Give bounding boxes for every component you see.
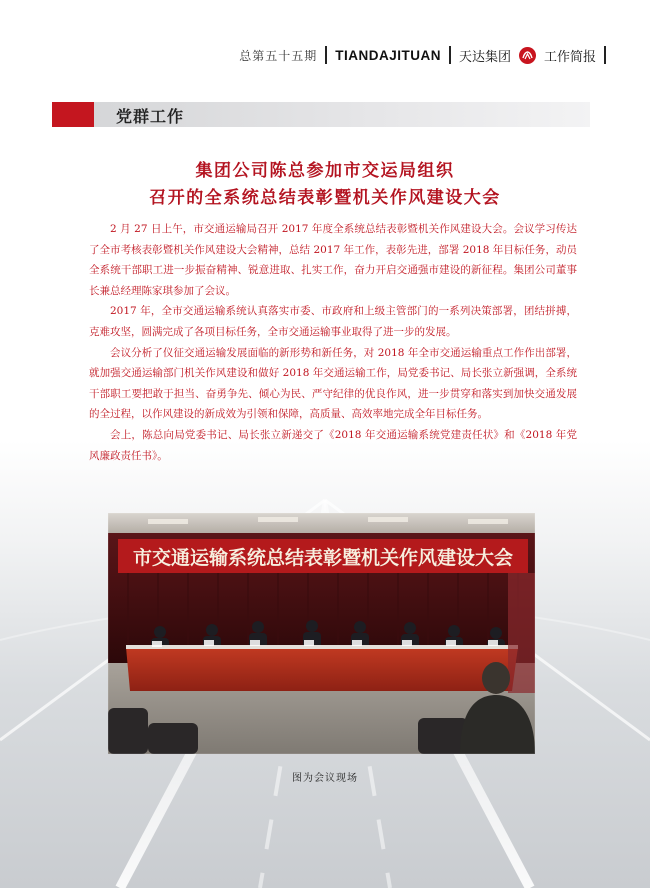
company-logo-icon <box>519 47 536 64</box>
section-header-bar <box>52 102 590 127</box>
brand-name-english: TIANDAJITUAN <box>335 47 441 63</box>
header-divider <box>604 46 606 64</box>
page-header <box>239 44 606 66</box>
article-body <box>89 219 577 466</box>
article-paragraph: 会上，陈总向局党委书记、局长张立新递交了《2018 年交通运输系统党建责任状》和《2018 年党风廉政责任书》。 <box>89 428 577 462</box>
header-divider <box>325 46 327 64</box>
section-title: 党群工作 <box>116 107 185 126</box>
photo-caption: 图为会议现场 <box>292 773 358 784</box>
article-paragraph: 2 月 27 日上午，市交通运输局召开 2017 年度全系统总结表彰暨机关作风建设大会。会议学习传达了全市考核表彰暨机关作风建设大会精神，总结 2017 年工作，表彰先进，部署 2018 年目标任务，动员全系统干部职工进一步振奋精神、锐意进取、扎实工作，奋力开启交通强市建设的新征程。集团公司董事长兼总经理陈家琪参加了会议。 <box>89 223 577 297</box>
article-title <box>0 158 650 212</box>
article-paragraph: 2017 年，全市交通运输系统认真落实市委、市政府和上级主管部门的一系列决策部署，团结拼搏，克难攻坚，圆满完成了各项目标任务，全市交通运输事业取得了进一步的发展。 <box>89 305 577 338</box>
article-paragraph: 会议分析了仪征交通运输发展面临的新形势和新任务，对 2018 年全市交通运输重点工作作出部署，就加强交通运输部门机关作风建设和做好 2018 年交通运输工作，局党委书记、局长张立新强调，全系统干部职工要把敢于担当、奋勇争先、倾心为民、严守纪律的优良作风，进一步贯穿和落实到加快交通发展的全过程，以作风建设的新成效为引领和保障，高质量、高效率地完成全年目标任务。 <box>89 346 577 421</box>
meeting-photo <box>108 513 535 754</box>
photo-banner-text: 市交通运输系统总结表彰暨机关作风建设大会 <box>132 547 514 569</box>
newsletter-name: 工作简报 <box>543 49 596 65</box>
article-title-line-1: 集团公司陈总参加市交运局组织 <box>195 161 455 181</box>
issue-number: 总第五十五期 <box>239 48 318 63</box>
section-accent-block <box>52 102 94 127</box>
brand-name-chinese: 天达集团 <box>458 49 511 65</box>
header-divider <box>449 46 451 64</box>
article-title-line-2: 召开的全系统总结表彰暨机关作风建设大会 <box>149 188 501 208</box>
